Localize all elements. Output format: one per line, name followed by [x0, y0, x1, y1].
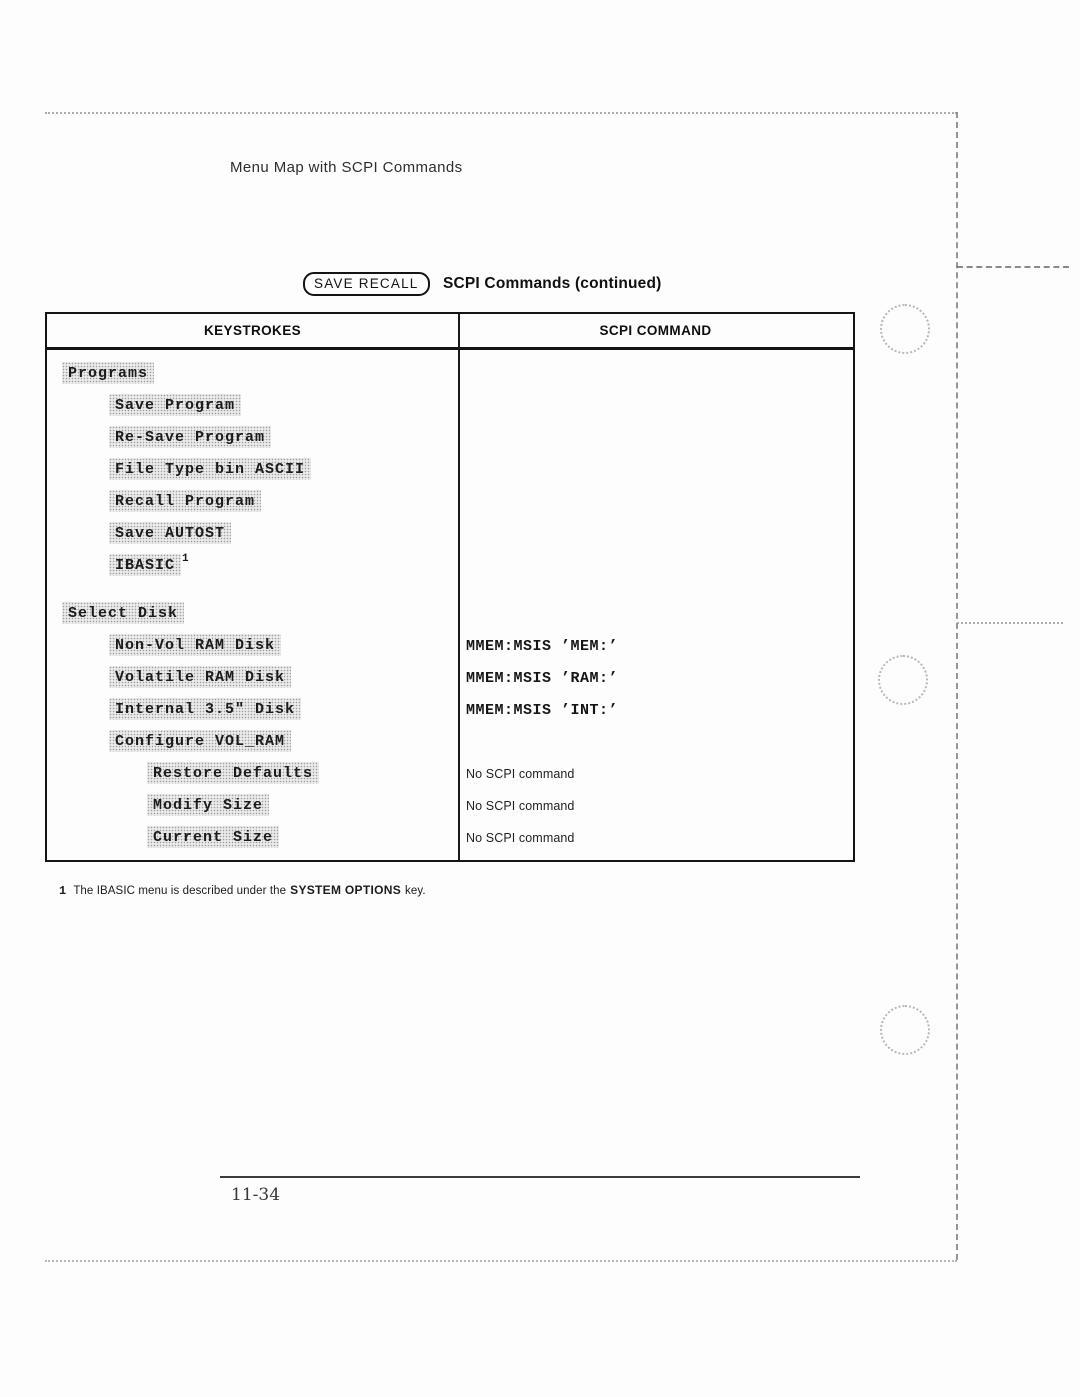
softkey-label: Volatile RAM Disk — [109, 666, 291, 688]
running-header: Menu Map with SCPI Commands — [230, 159, 463, 176]
table-column-divider — [458, 314, 460, 860]
scpi-command-cell — [458, 362, 853, 365]
scpi-command-text: MMEM:MSIS ’MEM:’ — [466, 638, 619, 655]
keystroke-cell — [47, 666, 458, 688]
keystroke-cell — [47, 426, 458, 448]
footnote — [59, 883, 426, 898]
keystroke-cell — [47, 458, 458, 480]
softkey-label: Current Size — [147, 826, 279, 848]
keystroke-cell — [47, 794, 458, 816]
keystroke-cell — [47, 362, 458, 384]
scpi-command-text: No SCPI command — [466, 831, 575, 845]
table-row — [47, 362, 853, 394]
table-row — [47, 730, 853, 762]
softkey-label: IBASIC — [109, 554, 181, 576]
scpi-command-text: No SCPI command — [466, 799, 575, 813]
save-recall-keycap: SAVE RECALL — [303, 272, 430, 296]
scpi-command-cell — [458, 602, 853, 605]
table-row — [47, 522, 853, 554]
section-title — [303, 272, 662, 296]
softkey-label: Restore Defaults — [147, 762, 319, 784]
scpi-command-cell — [458, 666, 853, 687]
softkey-label: Internal 3.5" Disk — [109, 698, 301, 720]
softkey-label: Non-Vol RAM Disk — [109, 634, 281, 656]
punch-hole — [878, 655, 928, 705]
footnote-bold-text: SYSTEM OPTIONS — [290, 883, 402, 897]
punch-hole — [880, 1005, 930, 1055]
keystroke-cell — [47, 554, 458, 576]
softkey-label: Save Program — [109, 394, 241, 416]
footnote-text: The IBASIC menu is described under the — [73, 885, 287, 897]
scpi-command-cell — [458, 698, 853, 719]
scpi-command-text: MMEM:MSIS ’RAM:’ — [466, 670, 619, 687]
table-row — [47, 602, 853, 634]
keystroke-cell — [47, 490, 458, 512]
footnote-reference: 1 — [182, 552, 189, 565]
column-header-scpi-command: SCPI COMMAND — [599, 323, 712, 338]
footer-rule — [220, 1176, 860, 1178]
scpi-command-cell — [458, 426, 853, 429]
keystroke-cell — [47, 762, 458, 784]
table-row — [47, 634, 853, 666]
page-edge-right-dashed-line — [956, 112, 958, 1260]
softkey-label: Configure VOL_RAM — [109, 730, 291, 752]
table-row — [47, 394, 853, 426]
table-row — [47, 698, 853, 730]
table-row — [47, 554, 853, 586]
scpi-command-table — [45, 312, 855, 862]
table-row — [47, 490, 853, 522]
scpi-command-cell — [458, 394, 853, 397]
keystroke-cell — [47, 394, 458, 416]
scpi-command-cell — [458, 634, 853, 655]
scpi-command-cell — [458, 826, 853, 847]
scpi-command-cell — [458, 794, 853, 815]
scpi-command-text: No SCPI command — [466, 767, 575, 781]
keystroke-cell — [47, 522, 458, 544]
scpi-command-cell — [458, 730, 853, 733]
page-title: SCPI Commands (continued) — [442, 275, 662, 292]
softkey-label: Select Disk — [62, 602, 184, 624]
page-edge-top-dotted-line — [45, 112, 957, 114]
softkey-label: File Type bin ASCII — [109, 458, 311, 480]
scpi-command-cell — [458, 458, 853, 461]
scpi-command-cell — [458, 554, 853, 557]
softkey-label: Modify Size — [147, 794, 269, 816]
table-row — [47, 794, 853, 826]
footnote-text-after: key. — [405, 885, 426, 897]
column-header-keystrokes: KEYSTROKES — [203, 323, 302, 338]
page-number: 11-34 — [231, 1185, 281, 1205]
scpi-command-text: MMEM:MSIS ’INT:’ — [466, 702, 619, 719]
table-row — [47, 458, 853, 490]
softkey-label: Save AUTOST — [109, 522, 231, 544]
softkey-label: Re-Save Program — [109, 426, 271, 448]
keystroke-cell — [47, 602, 458, 624]
table-row — [47, 762, 853, 794]
page-edge-bottom-dotted-line — [45, 1260, 957, 1262]
table-row — [47, 426, 853, 458]
table-body — [47, 350, 853, 858]
keystroke-cell — [47, 730, 458, 752]
scpi-command-cell — [458, 762, 853, 783]
table-row — [47, 666, 853, 698]
keystroke-cell — [47, 698, 458, 720]
softkey-label: Programs — [62, 362, 154, 384]
punch-hole — [880, 304, 930, 354]
scpi-command-cell — [458, 490, 853, 493]
table-row — [47, 826, 853, 858]
keystroke-cell — [47, 634, 458, 656]
table-header-row — [47, 314, 853, 350]
footnote-marker: 1 — [59, 884, 67, 898]
keystroke-cell — [47, 826, 458, 848]
scpi-command-cell — [458, 522, 853, 525]
softkey-label: Recall Program — [109, 490, 261, 512]
margin-tick-line — [957, 266, 1069, 268]
margin-tick-line — [957, 622, 1063, 624]
